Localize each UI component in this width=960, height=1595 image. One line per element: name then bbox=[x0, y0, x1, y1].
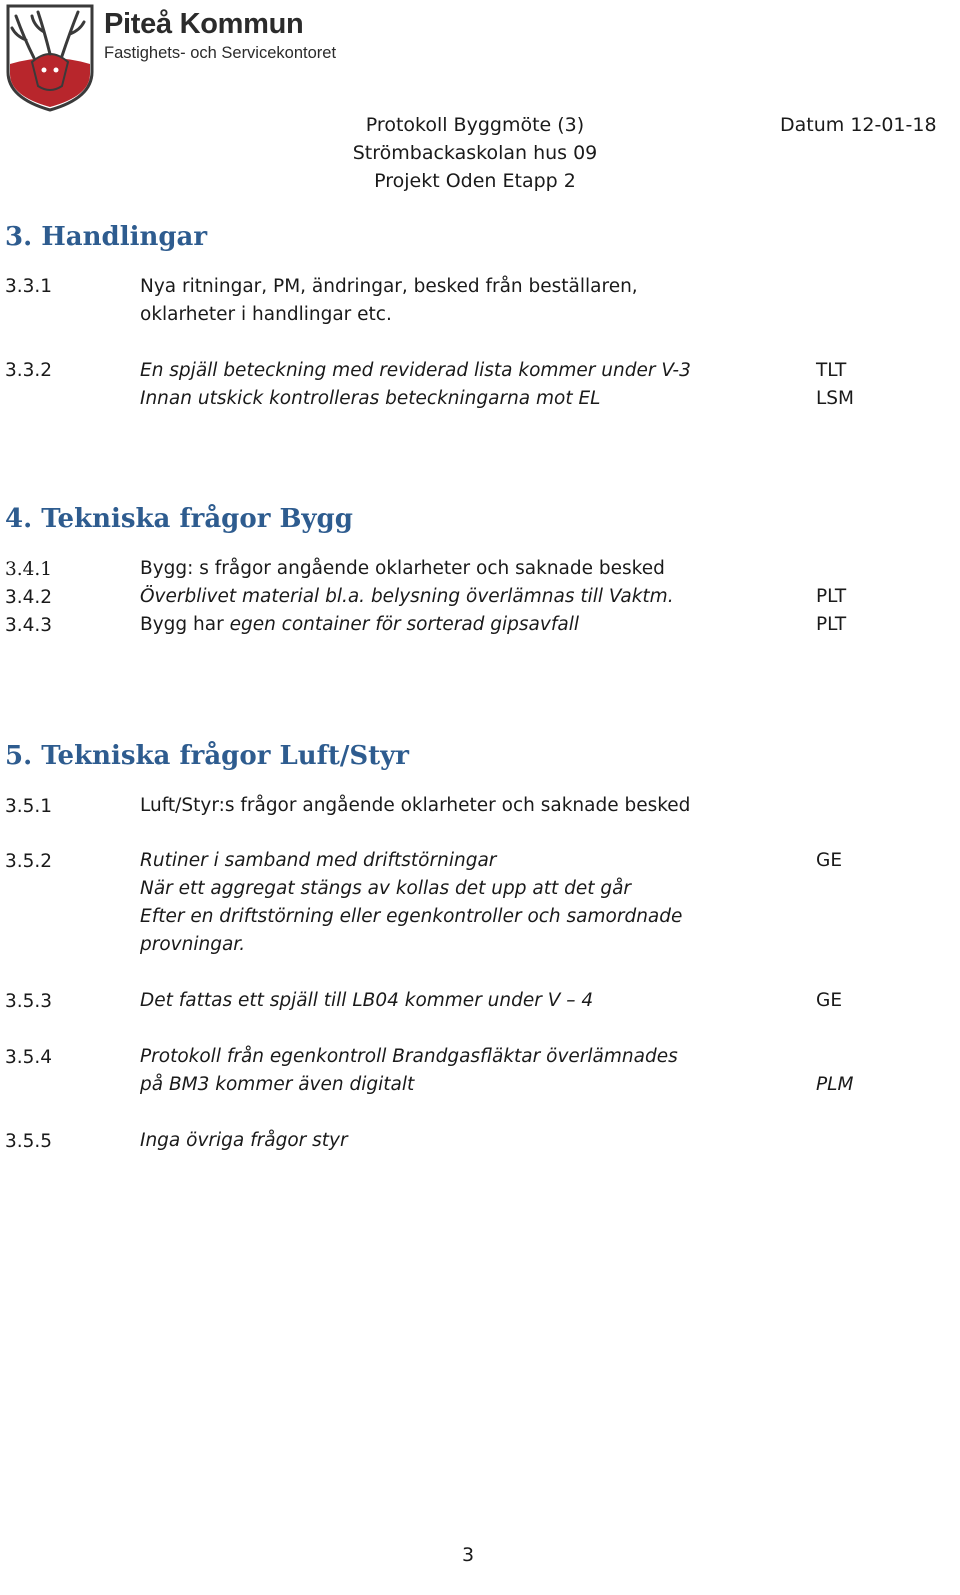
logo-title: Piteå Kommun bbox=[104, 8, 304, 40]
item-number: 3.4.2 bbox=[5, 587, 53, 608]
section-heading-4: 4. Tekniska frågor Bygg bbox=[5, 504, 353, 534]
logo-subtitle: Fastighets- och Servicekontoret bbox=[104, 44, 337, 62]
item-text bbox=[140, 611, 579, 639]
item-text: Luft/Styr:s frågor angående oklarheter och saknade besked bbox=[140, 795, 691, 816]
item-text-plain: Bygg har bbox=[140, 614, 230, 635]
school-name: Strömbackaskolan hus 09 bbox=[352, 142, 598, 164]
item-line: provningar. bbox=[140, 934, 246, 955]
document-date: Datum 12-01-18 bbox=[780, 114, 937, 136]
item-line: oklarheter i handlingar etc. bbox=[140, 304, 392, 325]
item-line: Nya ritningar, PM, ändringar, besked från beställaren, bbox=[140, 276, 638, 297]
item-number: 3.4.3 bbox=[5, 615, 53, 636]
item-text bbox=[140, 847, 682, 959]
item-line: Protokoll från egenkontroll Brandgasfläktar överlämnades bbox=[140, 1046, 678, 1067]
kommun-logo bbox=[4, 2, 337, 114]
item-responsible: PLT bbox=[816, 614, 847, 635]
responsible-initials: LSM bbox=[816, 388, 855, 409]
item-number: 3.5.4 bbox=[5, 1047, 53, 1068]
item-line: Efter en driftstörning eller egenkontroller och samordnade bbox=[140, 906, 683, 927]
section-heading-3: 3. Handlingar bbox=[5, 222, 208, 252]
item-text: Inga övriga frågor styr bbox=[140, 1130, 348, 1151]
item-number: 3.5.1 bbox=[5, 796, 53, 817]
item-number: 3.5.2 bbox=[5, 851, 53, 872]
item-text bbox=[140, 357, 691, 413]
item-line: Innan utskick kontrolleras beteckningarna mot EL bbox=[140, 388, 601, 409]
page-number: 3 bbox=[462, 1544, 475, 1566]
item-line: Rutiner i samband med driftstörningar bbox=[140, 850, 497, 871]
item-number: 3.3.2 bbox=[5, 360, 53, 381]
item-number: 3.3.1 bbox=[5, 276, 53, 297]
item-text bbox=[140, 273, 638, 329]
item-number: 3.4.1 bbox=[5, 559, 53, 580]
project-name: Projekt Oden Etapp 2 bbox=[374, 170, 576, 192]
item-text: Bygg: s frågor angående oklarheter och saknade besked bbox=[140, 558, 665, 579]
protocol-title: Protokoll Byggmöte (3) bbox=[365, 114, 585, 136]
reindeer-crest-icon bbox=[4, 2, 96, 112]
item-line: på BM3 kommer även digitalt bbox=[140, 1074, 415, 1095]
item-line: När ett aggregat stängs av kollas det upp att det går bbox=[140, 878, 632, 899]
item-text-italic: egen container för sorterad gipsavfall bbox=[229, 614, 579, 635]
document-header bbox=[330, 111, 620, 195]
item-number: 3.5.5 bbox=[5, 1131, 53, 1152]
item-responsible bbox=[816, 357, 854, 413]
responsible-initials: TLT bbox=[816, 360, 847, 381]
item-responsible: GE bbox=[816, 990, 843, 1011]
item-responsible: PLT bbox=[816, 586, 847, 607]
item-text: Det fattas ett spjäll till LB04 kommer under V – 4 bbox=[140, 990, 594, 1011]
item-text: Överblivet material bl.a. belysning överlämnas till Vaktm. bbox=[140, 586, 674, 607]
section-heading-5: 5. Tekniska frågor Luft/Styr bbox=[5, 741, 409, 771]
item-number: 3.5.3 bbox=[5, 991, 53, 1012]
item-responsible: PLM bbox=[816, 1074, 854, 1095]
item-line: En spjäll beteckning med reviderad lista kommer under V-3 bbox=[140, 360, 691, 381]
item-text bbox=[140, 1043, 678, 1099]
item-responsible: GE bbox=[816, 850, 843, 871]
